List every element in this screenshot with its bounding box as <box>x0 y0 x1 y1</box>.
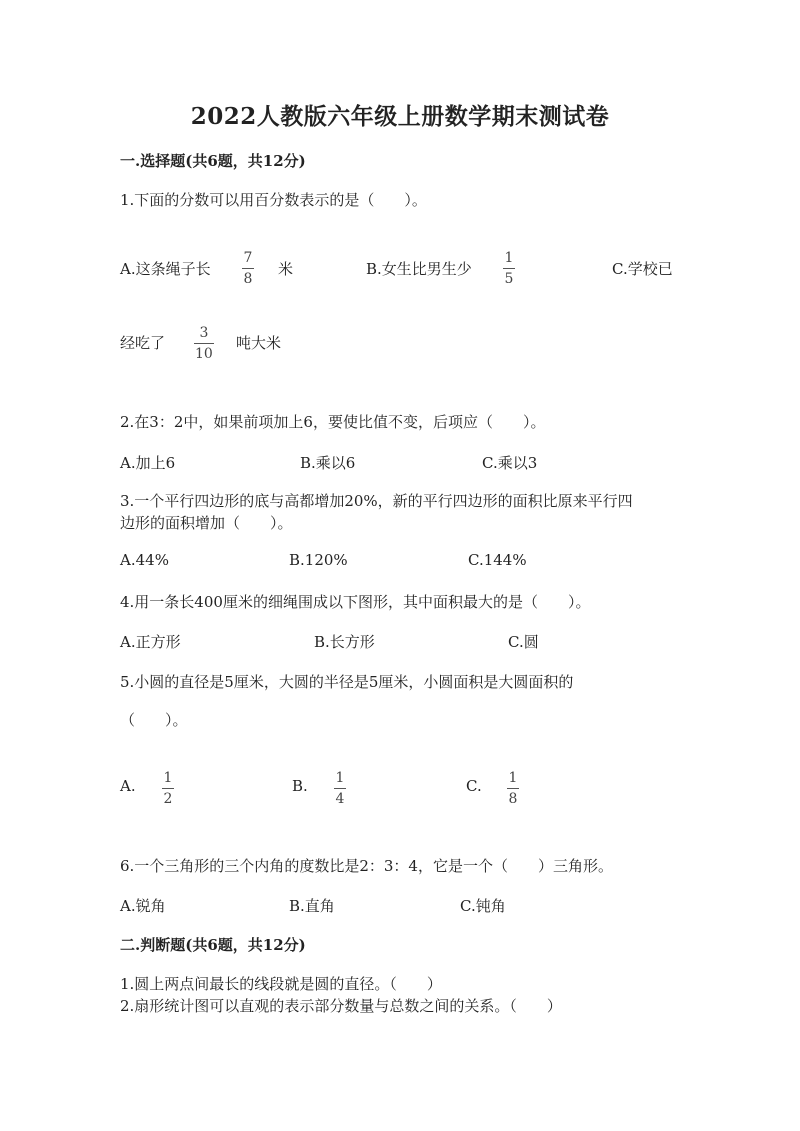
q5-option-c-fraction <box>507 771 519 806</box>
fraction-denominator: 10 <box>195 346 213 362</box>
fraction-bar <box>194 343 214 344</box>
fraction-numerator: 1 <box>163 770 173 786</box>
section-heading-judgment: 二.判断题(共6题，共12分) <box>120 936 306 954</box>
question-6-stem: 6.一个三角形的三个内角的度数比是2：3：4，它是一个（ ）三角形。 <box>120 857 613 875</box>
question-2-stem: 2.在3：2中，如果前项加上6，要使比值不变，后项应（ ）。 <box>120 413 546 431</box>
fraction-numerator: 7 <box>243 250 253 266</box>
fraction-numerator: 1 <box>335 770 345 786</box>
q1-option-c-unit: 吨大米 <box>236 334 282 352</box>
q6-option-b: B.直角 <box>289 897 335 915</box>
q3-option-a: A.44% <box>120 551 169 569</box>
q3-option-c: C.144% <box>468 551 527 569</box>
q5-option-b-fraction <box>334 771 346 806</box>
fraction-numerator: 1 <box>504 250 514 266</box>
fraction-bar <box>507 788 519 789</box>
fraction-bar <box>503 268 515 269</box>
fraction-numerator: 3 <box>199 325 209 341</box>
q1-option-b-text: B.女生比男生少 <box>366 260 472 278</box>
fraction-denominator: 5 <box>504 271 514 287</box>
q6-option-a: A.锐角 <box>120 897 166 915</box>
fraction-bar <box>242 268 254 269</box>
q1-option-c-fraction <box>194 326 214 361</box>
q5-option-a-label: A. <box>120 777 136 795</box>
question-1-stem: 1.下面的分数可以用百分数表示的是（ ）。 <box>120 191 427 209</box>
q6-option-c: C.钝角 <box>460 897 506 915</box>
q5-option-a-fraction <box>162 771 174 806</box>
q5-option-b-label: B. <box>292 777 308 795</box>
question-5-stem-line1: 5.小圆的直径是5厘米，大圆的半径是5厘米，小圆面积是大圆面积的 <box>120 673 574 691</box>
q1-option-a-fraction <box>242 251 254 286</box>
q4-option-b: B.长方形 <box>314 633 375 651</box>
q2-option-b: B.乘以6 <box>300 454 356 472</box>
judgment-question-1: 1.圆上两点间最长的线段就是圆的直径。（ ） <box>120 975 442 993</box>
fraction-bar <box>162 788 174 789</box>
page-title: 2022人教版六年级上册数学期末测试卷 <box>190 103 610 130</box>
q2-option-c: C.乘以3 <box>482 454 538 472</box>
q1-option-c-continued: 经吃了 <box>120 334 166 352</box>
fraction-numerator: 1 <box>508 770 518 786</box>
fraction-denominator: 8 <box>243 271 253 287</box>
question-5-stem-line2: （ ）。 <box>120 711 188 729</box>
q2-option-a: A.加上6 <box>120 454 176 472</box>
fraction-denominator: 4 <box>335 791 345 807</box>
fraction-denominator: 2 <box>163 791 173 807</box>
q5-option-c-label: C. <box>466 777 482 795</box>
fraction-bar <box>334 788 346 789</box>
section-heading-choice: 一.选择题(共6题，共12分) <box>120 152 306 170</box>
q1-option-a-unit: 米 <box>278 260 294 278</box>
judgment-question-2: 2.扇形统计图可以直观的表示部分数量与总数之间的关系。（ ） <box>120 997 562 1015</box>
q1-option-c-text: C.学校已 <box>612 260 673 278</box>
q4-option-a: A.正方形 <box>120 633 181 651</box>
question-4-stem: 4.用一条长400厘米的细绳围成以下图形，其中面积最大的是（ ）。 <box>120 593 591 611</box>
q1-option-a-text: A.这条绳子长 <box>120 260 211 278</box>
q3-option-b: B.120% <box>289 551 348 569</box>
question-3-stem-line1: 3.一个平行四边形的底与高都增加20%，新的平行四边形的面积比原来平行四 <box>120 492 633 510</box>
q1-option-b-fraction <box>503 251 515 286</box>
q4-option-c: C.圆 <box>508 633 539 651</box>
question-3-stem-line2: 边形的面积增加（ ）。 <box>120 514 293 532</box>
fraction-denominator: 8 <box>508 791 518 807</box>
